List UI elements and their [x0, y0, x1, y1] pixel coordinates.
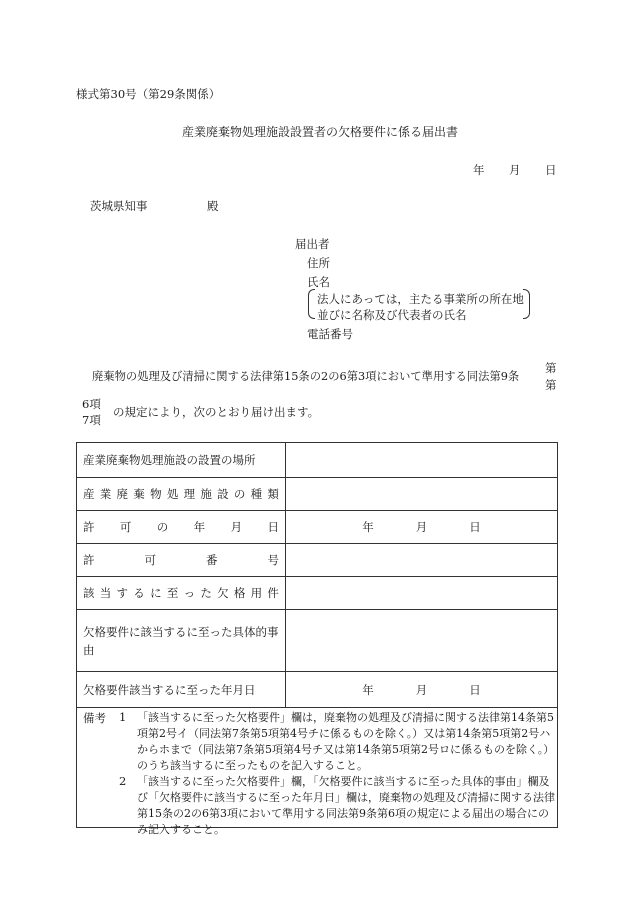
label-char: る — [133, 586, 145, 600]
label-char: 至 — [166, 586, 179, 600]
note-number-1: 1 — [119, 710, 127, 724]
date-day-label: 日 — [545, 163, 557, 177]
label-char: 件 — [267, 586, 279, 600]
label-char: 当 — [99, 586, 112, 600]
addressee: 茨城県知事 — [90, 199, 148, 213]
row-value[interactable] — [286, 610, 558, 672]
label-char: 許 — [83, 520, 95, 534]
label-char: 施 — [200, 487, 212, 501]
table-row — [77, 511, 558, 544]
row-label — [77, 544, 286, 577]
addressee-suffix: 殿 — [207, 199, 219, 213]
label-char: 廃 — [116, 487, 129, 501]
row-value[interactable] — [286, 577, 558, 610]
label-char: 理 — [183, 487, 196, 501]
table-row — [77, 577, 558, 610]
label-char: 種 — [250, 487, 263, 501]
label-char: 番 — [206, 553, 218, 567]
row-value[interactable] — [286, 544, 558, 577]
label-char: に — [150, 586, 162, 600]
note-text-1: 「該当するに至った欠格要件」欄は，廃棄物の処理及び清掃に関する法律第14条第5項第2号イ（同法第7条第5項第4号チに係るものを除く。）又は第14条第5項第2号ハからホまで（同法第7条第5項第4号チ又は第14条第5項第2号ロに係るものを除く。）のうち該当するに至ったものを記入すること。 — [137, 711, 555, 772]
label-char: 物 — [150, 487, 162, 501]
label-char: 処 — [166, 487, 179, 501]
row-value[interactable] — [286, 511, 558, 544]
label-char: 用 — [250, 586, 263, 600]
distributed-label — [83, 552, 279, 568]
form-number: 様式第30号（第29条関係） — [76, 87, 221, 101]
row-label: 欠格要件該当するに至った年月日 — [77, 672, 286, 708]
row-label — [77, 577, 286, 610]
label-char: 号 — [267, 553, 279, 567]
form-table — [76, 442, 558, 708]
date-cell — [292, 682, 551, 698]
choice-2a: 6項 — [82, 397, 101, 411]
distributed-label — [83, 585, 279, 601]
choice-1a: 第 — [545, 361, 557, 375]
label-char: の — [156, 520, 169, 534]
label-char: 許 — [83, 553, 95, 567]
notifier-phone-label: 電話番号 — [307, 327, 353, 341]
document-title: 産業廃棄物処理施設設置者の欠格要件に係る届出書 — [182, 125, 459, 139]
row-label: 欠格要件に該当するに至った具体的事由 — [77, 610, 286, 672]
notes-label: 備考 — [83, 711, 106, 725]
label-char: 類 — [267, 487, 279, 501]
corp-note-line1: 法人にあっては，主たる事業所の所在地 — [317, 292, 524, 306]
label-char: 可 — [119, 520, 132, 534]
date-cell — [292, 519, 551, 535]
notifier-name-label: 氏名 — [307, 275, 330, 289]
label-char: の — [233, 487, 246, 501]
table-row — [77, 443, 558, 478]
table-row — [77, 478, 558, 511]
day-label: 日 — [469, 682, 481, 697]
label-char: 格 — [233, 586, 246, 600]
right-bracket — [523, 289, 530, 319]
choice-1b: 第 — [545, 378, 557, 392]
label-char: 産 — [83, 487, 95, 501]
label-char: 業 — [99, 487, 112, 501]
notes-box — [76, 708, 558, 836]
day-label: 日 — [469, 520, 481, 534]
notifier-label: 届出者 — [295, 237, 330, 251]
note-number-2: 2 — [119, 774, 127, 788]
label-char: 年 — [193, 520, 206, 534]
distributed-label — [83, 486, 279, 502]
row-label — [77, 478, 286, 511]
table-row — [77, 610, 558, 672]
notifier-address-label: 住所 — [307, 256, 330, 270]
date-month-label: 月 — [509, 163, 521, 177]
label-char: 欠 — [217, 586, 229, 600]
row-label — [77, 511, 286, 544]
date-year-label: 年 — [473, 163, 485, 177]
distributed-label — [83, 519, 279, 535]
row-value[interactable] — [286, 478, 558, 511]
label-char: 該 — [83, 586, 95, 600]
note-text-2: 「該当するに至った欠格要件」欄，「欠格要件に該当するに至った具体的事由」欄及び「欠格要件に該当するに至った年月日」欄は，廃棄物の処理及び清掃に関する法律第15条の2の6第3項において準用する同法第9条第6項の規定による届出の場合にのみ記入すること。 — [137, 775, 555, 836]
label-char: た — [200, 586, 212, 600]
year-label: 年 — [362, 520, 374, 534]
corp-note-line2: 並びに名称及び代表者の氏名 — [317, 308, 467, 322]
label-char: 棄 — [133, 487, 145, 501]
label-char: 設 — [217, 487, 229, 501]
choice-2b: 7項 — [82, 413, 101, 427]
year-label: 年 — [362, 682, 374, 697]
main-text-2: の規定により，次のとおり届け出ます。 — [113, 405, 320, 419]
row-value[interactable] — [286, 443, 558, 478]
main-text: 廃棄物の処理及び清掃に関する法律第15条の2の6第3項において準用する同法第9条 — [92, 370, 520, 383]
month-label: 月 — [415, 520, 428, 534]
label-char: 月 — [230, 520, 243, 534]
left-bracket — [308, 289, 315, 319]
label-char: 可 — [144, 553, 156, 567]
table-row — [77, 672, 558, 708]
label-char: っ — [183, 586, 196, 600]
table-row — [77, 544, 558, 577]
month-label: 月 — [415, 682, 428, 697]
label-char: 日 — [267, 520, 279, 534]
row-label: 産業廃棄物処理施設の設置の場所 — [77, 443, 286, 478]
label-char: す — [116, 586, 129, 600]
row-value[interactable] — [286, 672, 558, 708]
